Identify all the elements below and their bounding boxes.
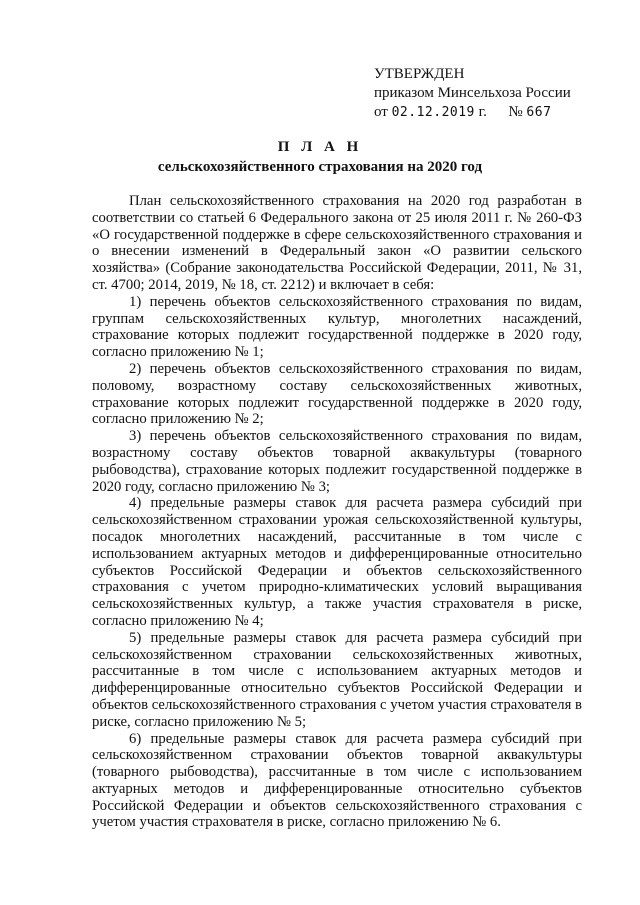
approval-date-line: [374, 103, 614, 122]
approval-date: 02.12.2019: [391, 105, 475, 120]
year-suffix: г.: [478, 104, 487, 120]
date-prefix: от: [374, 104, 388, 120]
number-sign: №: [508, 104, 523, 120]
document-subtitle: сельскохозяйственного страхования на 2020 год: [157, 159, 483, 175]
approval-status: УТВЕРЖДЕН: [374, 66, 465, 82]
document-body: [92, 193, 582, 831]
paragraph-item-3: 3) перечень объектов сельскохозяйственного страхования по видам, возрастному составу объектов товарной аквакультуры (товарного рыбоводства), страхование которых подлежит государственной поддержке в 2020 году, согласно приложению № 3;: [92, 428, 582, 495]
approval-issuer: приказом Минсельхоза России: [374, 85, 571, 101]
order-number: 667: [526, 105, 552, 120]
paragraph-item-2: 2) перечень объектов сельскохозяйственного страхования по видам, половому, возрастному составу сельскохозяйственных животных, страхование которых подлежит государственной поддержке в 2020 году, согласно приложению № 2;: [92, 360, 582, 428]
paragraph-item-1: 1) перечень объектов сельскохозяйственного страхования по видам, группам сельскохозяйственных культур, многолетних насаждений, страхование которых подлежит государственной поддержке в 2020 году, согласно приложению № 1;: [92, 293, 582, 361]
approval-block: [374, 65, 614, 122]
paragraph-item-6: 6) предельные размеры ставок для расчета размера субсидий при сельскохозяйственном страховании объектов товарной аквакультуры (товарного рыбоводства), рассчитанные в том числе с использованием актуарных методов и дифференцированные относительно субъектов Российской Федерации и объектов сельскохозяйственного страхования с учетом участия страхователя в риске, согласно приложению № 6.: [92, 730, 582, 831]
paragraph-item-5: 5) предельные размеры ставок для расчета размера субсидий при сельскохозяйственном страховании сельскохозяйственных животных, рассчитанные в том числе с использованием актуарных методов и дифференцированные относительно субъектов Российской Федерации и объектов сельскохозяйственного страхования с учетом участия страхователя в риске, согласно приложению № 5;: [92, 629, 582, 730]
document-title: П Л А Н: [277, 139, 363, 155]
paragraph-intro: План сельскохозяйственного страхования на 2020 год разработан в соответствии со статьей 6 Федерального закона от 25 июля 2011 г. № 260-ФЗ «О государственной поддержке в сфере сельскохозяйственного страхования и о внесении изменений в Федеральный закон «О развитии сельского хозяйства» (Собрание законодательства Российской Федерации, 2011, № 31, ст. 4700; 2014, 2019, № 18, ст. 2212) и включает в себя:: [92, 193, 582, 293]
paragraph-item-4: 4) предельные размеры ставок для расчета размера субсидий при сельскохозяйственном страховании урожая сельскохозяйственной культуры, посадок многолетних насаждений, рассчитанные в том числе с использованием актуарных методов и дифференцированные относительно субъектов Российской Федерации и объектов сельскохозяйственного страхования с учетом природно-климатических условий выращивания сельскохозяйственных культур, а также участия страхователя в риске, согласно приложению № 4;: [92, 495, 582, 629]
